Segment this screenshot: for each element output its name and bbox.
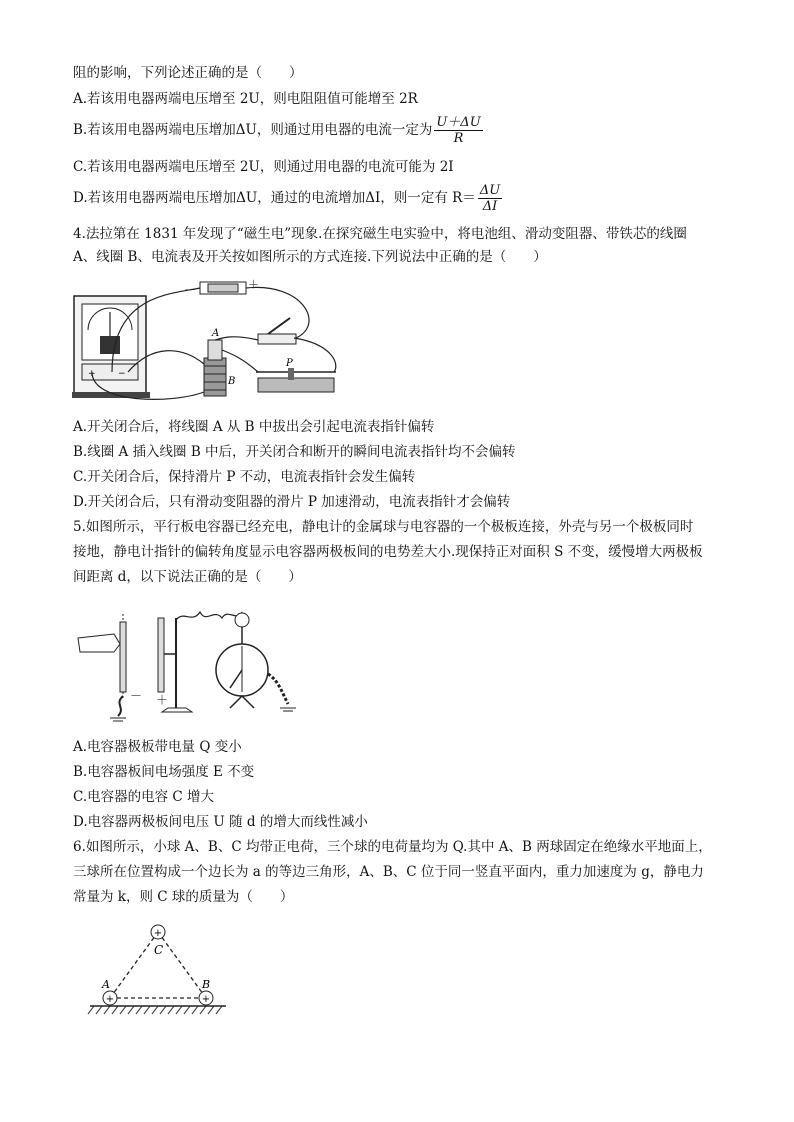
q6-stem-line-2: 三球所在位置构成一个边长为 a 的等边三角形，A、B、C 位于同一竖直平面内，重力加速度为 g，静电力 [73,864,704,880]
switch-base [258,334,296,344]
q4-circuit-figure [72,274,342,410]
q4-option-c: C.开关闭合后，保持滑片 P 不动，电流表指针会发生偏转 [73,469,416,485]
electroscope-ball [235,613,249,627]
q3-option-b [73,112,485,148]
electroscope-legs [230,696,254,708]
ball-c-charge: + [153,928,163,939]
negative-plate-label: － [130,689,143,703]
q4-stem-line-2: A、线圈 B、电流表及开关按如图所示的方式连接.下列说法中正确的是（ ） [73,249,547,265]
positive-plate-label: ＋ [156,693,169,707]
galvanometer-plus: + [88,369,96,379]
movable-plate [120,622,126,692]
q6-stem-line-3: 常量为 k，则 C 球的质量为（ ） [73,889,294,905]
q3-option-b-numerator: U＋ΔU [436,115,481,130]
coil-b-label: B [228,376,236,387]
q3-option-b-fraction [434,115,482,146]
slider-p-label: P [286,358,293,369]
q6-triangle-figure [86,918,232,1018]
triangle-sides [110,932,206,998]
hand-icon [78,634,120,652]
battery-minus-label: － [184,283,197,297]
q3-option-d [73,180,504,216]
q5-option-b: B.电容器板间电场强度 E 不变 [73,764,255,780]
coil-a-label: A [212,328,220,339]
ground-wire-right [268,674,288,704]
q3-option-a: A.若该用电器两端电压增至 2U，则电阻阻值可能增至 2R [73,91,418,107]
ball-a-label: A [102,978,110,991]
q6-stem-line-1: 6.如图所示，小球 A、B、C 均带正电荷，三个球的电荷量均为 Q.其中 A、B 两球固定在绝缘水平地面上， [73,839,712,855]
q3-option-d-text: D.若该用电器两端电压增加ΔU，通过的电流增加ΔI，则一定有 R＝ [73,190,476,206]
stand-base [162,708,192,712]
coil-a [208,340,222,360]
ball-a-charge: + [105,994,115,1005]
q5-stem-line-1: 5.如图所示，平行板电容器已经充电，静电计的金属球与电容器的一个极板连接，外壳与另一个极板同时 [73,519,694,535]
battery-plus-label: ＋ [248,278,259,291]
connecting-wire [176,612,242,620]
switch-knife [268,318,290,334]
battery-cell [208,284,238,292]
galvanometer-minus: − [118,369,126,379]
q5-option-d: D.电容器两极板间电压 U 随 d 的增大而线性减小 [73,814,368,830]
q5-stem-line-2: 接地，静电计指针的偏转角度显示电容器两极板间的电势差大小.现保持正对面积 S 不变，缓慢增大两极板 [73,544,703,560]
q3-stem-tail: 阻的影响，下列论述正确的是（ ） [73,65,303,81]
q3-option-c: C.若该用电器两端电压增至 2U，则通过用电器的电流可能为 2I [73,159,454,175]
ground-hatching [88,1006,222,1014]
q5-capacitor-figure [74,604,302,724]
q3-option-d-fraction [478,183,502,214]
q3-option-d-numerator: ΔU [479,183,501,198]
ball-b-charge: + [201,994,211,1005]
q5-option-a: A.电容器极板带电量 Q 变小 [73,739,242,755]
rheostat-slider [288,368,294,380]
ground-wire-left [118,696,123,716]
ball-c-label: C [154,943,164,957]
q3-option-b-denominator: R [453,131,464,146]
fixed-plate [158,618,164,692]
rheostat [258,378,334,392]
q5-option-c: C.电容器的电容 C 增大 [73,789,215,805]
q4-option-a: A.开关闭合后，将线圈 A 从 B 中拔出会引起电流表指针偏转 [73,419,435,435]
q4-stem-line-1: 4.法拉第在 1831 年发现了“磁生电”现象.在探究磁生电实验中，将电池组、滑动变阻器、带铁芯的线圈 [73,226,687,242]
q5-stem-line-3: 间距离 d，以下说法正确的是（ ） [73,569,302,585]
q4-option-d: D.开关闭合后，只有滑动变阻器的滑片 P 加速滑动，电流表指针才会偏转 [73,494,511,510]
q3-option-d-denominator: ΔI [482,199,498,214]
q4-option-b: B.线圈 A 插入线圈 B 中后，开关闭合和断开的瞬间电流表指针均不会偏转 [73,444,516,460]
ball-b-label: B [202,978,211,991]
q3-option-b-text: B.若该用电器两端电压增加ΔU，则通过用电器的电流一定为 [73,122,433,138]
